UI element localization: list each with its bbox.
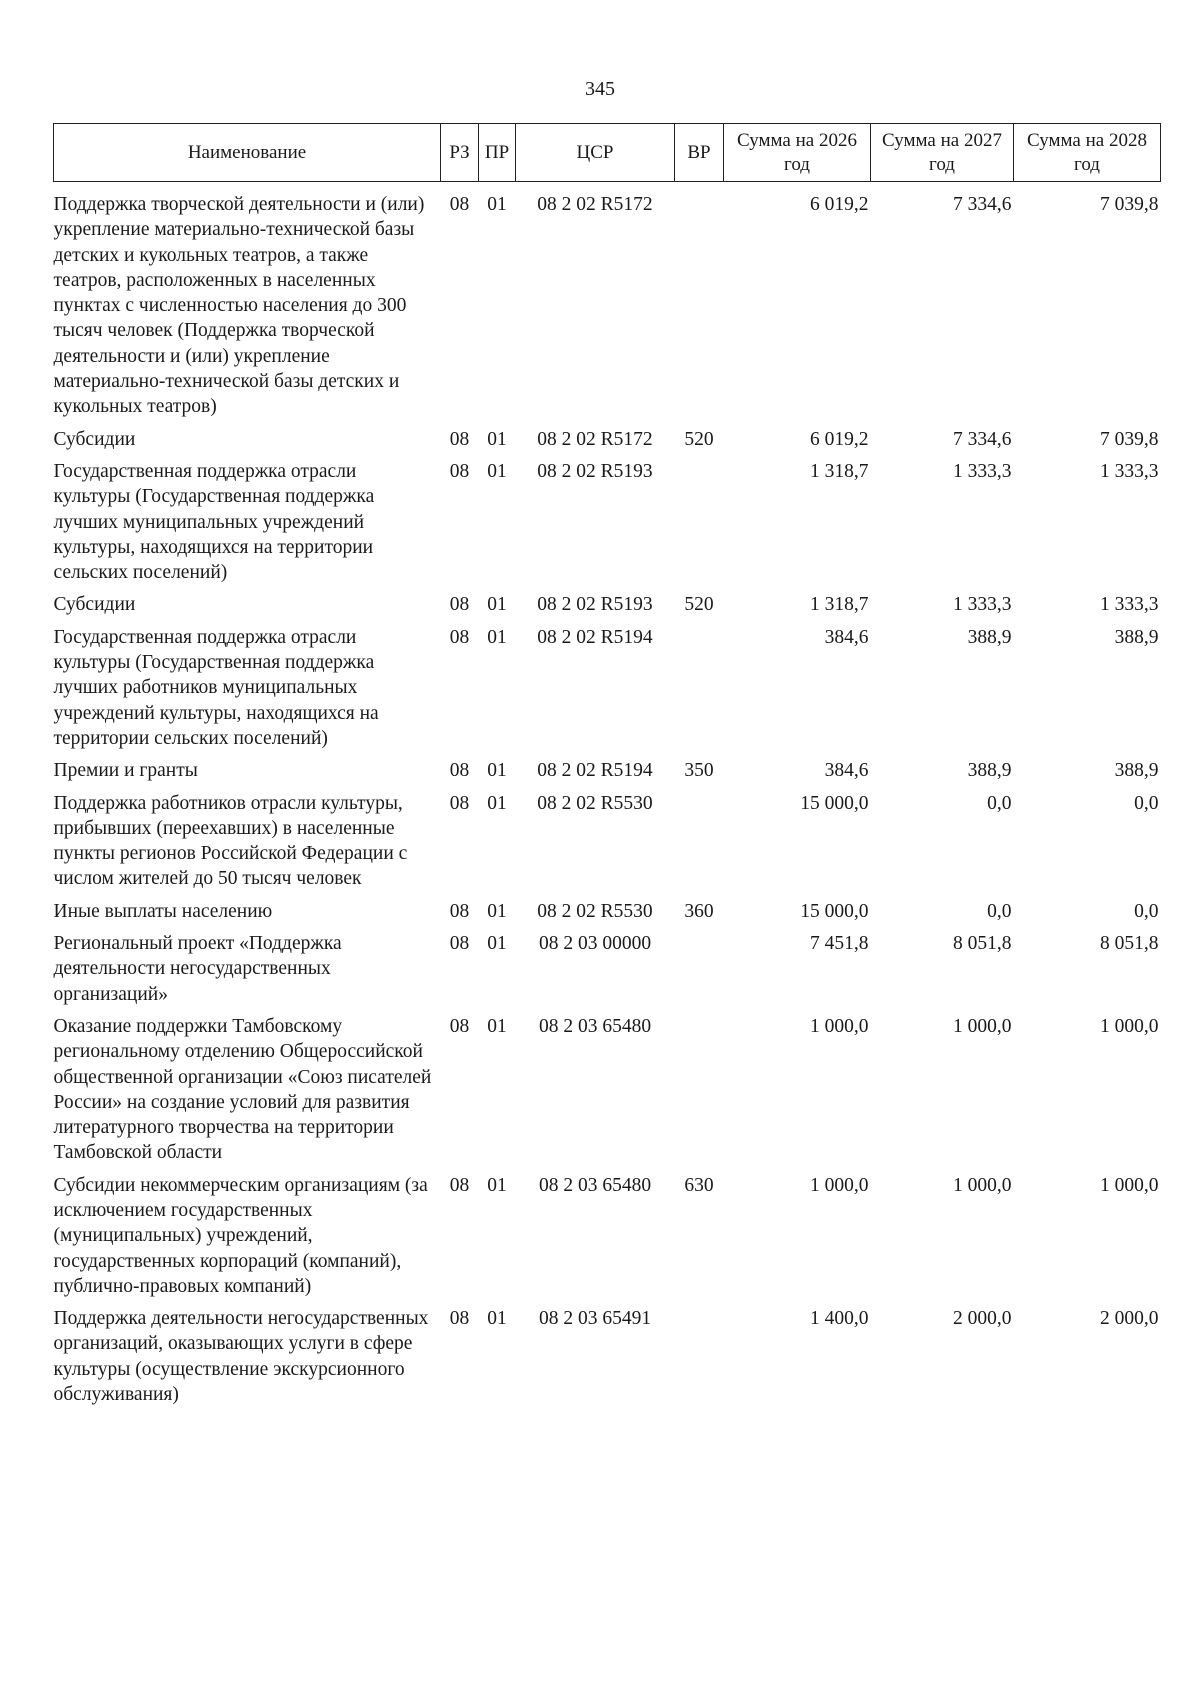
header-sum-2028: Сумма на 2028 год	[1014, 124, 1161, 182]
row-sum-2027: 7 334,6	[953, 428, 1012, 450]
row-csr: 08 2 02 R5172	[537, 194, 653, 215]
table-row	[54, 1306, 1161, 1414]
budget-table	[53, 123, 1161, 1414]
row-sum-2028: 8 051,8	[1100, 933, 1159, 955]
row-sum-2028: 7 039,8	[1100, 428, 1159, 450]
row-name: Региональный проект «Поддержка деятельности негосударственных организаций»	[53, 933, 342, 1005]
row-pr: 01	[487, 626, 507, 648]
row-sum-2026: 1 318,7	[810, 594, 869, 616]
row-sum-2027: 0,0	[987, 900, 1012, 922]
row-rz: 08	[449, 460, 470, 482]
table-row	[54, 758, 1161, 790]
header-sum-2027: Сумма на 2027 год	[871, 124, 1014, 182]
row-rz: 08	[449, 933, 470, 955]
row-pr: 01	[487, 460, 507, 482]
row-csr: 08 2 02 R5530	[537, 792, 653, 814]
row-pr: 01	[487, 792, 507, 814]
row-sum-2028: 1 000,0	[1100, 1015, 1159, 1037]
row-vr	[675, 931, 724, 1014]
header-vr: ВР	[675, 124, 724, 182]
row-rz: 08	[449, 626, 470, 648]
row-sum-2028: 1 000,0	[1100, 1174, 1159, 1196]
table-row	[54, 459, 1161, 592]
row-sum-2028: 7 039,8	[1100, 194, 1159, 215]
row-pr: 01	[487, 933, 507, 955]
row-name: Субсидии	[53, 428, 136, 450]
row-sum-2026: 1 000,0	[810, 1174, 869, 1196]
table-body	[54, 182, 1161, 1415]
table-row	[54, 931, 1161, 1014]
row-sum-2026: 384,6	[824, 760, 869, 782]
row-name: Поддержка творческой деятельности и (или) укрепление материально-технической базы детских и кукольных театров, а также театров, расположенных в населенных пунктах с численностью населения до 300 тысяч человек (Поддержка творческой деятельности и (или) укрепление материально-технической базы детских и кукольных театров)	[53, 194, 425, 418]
row-csr: 08 2 03 00000	[538, 933, 652, 955]
row-rz: 08	[449, 1174, 470, 1196]
row-pr: 01	[487, 594, 507, 616]
table-row	[54, 791, 1161, 899]
row-sum-2027: 0,0	[987, 792, 1012, 814]
row-rz: 08	[449, 1015, 470, 1037]
row-sum-2026: 384,6	[824, 626, 869, 648]
row-rz: 08	[449, 428, 470, 450]
row-csr: 08 2 03 65491	[538, 1308, 652, 1330]
row-rz: 08	[449, 792, 470, 814]
row-pr: 01	[487, 1174, 507, 1196]
row-vr	[675, 625, 724, 758]
row-csr: 08 2 02 R5194	[537, 760, 653, 782]
row-pr: 01	[487, 1308, 507, 1330]
row-vr: 630	[684, 1174, 714, 1196]
row-sum-2026: 1 400,0	[810, 1308, 869, 1330]
row-vr: 360	[684, 900, 714, 922]
row-pr: 01	[487, 760, 507, 782]
row-sum-2028: 1 333,3	[1100, 594, 1159, 616]
header-rz: РЗ	[441, 124, 479, 182]
row-vr: 520	[684, 428, 714, 450]
table-row	[54, 427, 1161, 459]
row-csr: 08 2 02 R5172	[537, 428, 653, 450]
row-vr	[675, 1306, 724, 1414]
row-rz: 08	[449, 900, 470, 922]
row-rz: 08	[449, 194, 470, 215]
row-sum-2028: 388,9	[1114, 760, 1159, 782]
row-csr: 08 2 02 R5530	[537, 900, 653, 922]
row-name: Государственная поддержка отрасли культуры (Государственная поддержка лучших муниципальных учреждений культуры, находящихся на территории сельских поселений)	[53, 460, 375, 584]
row-sum-2027: 388,9	[967, 626, 1012, 648]
row-rz: 08	[449, 1308, 470, 1330]
budget-table-container	[53, 123, 1160, 1414]
row-name: Государственная поддержка отрасли культуры (Государственная поддержка лучших работников муниципальных учреждений культуры, находящихся на территории сельских поселений)	[53, 626, 379, 749]
table-row	[54, 1173, 1161, 1306]
row-sum-2027: 1 000,0	[953, 1015, 1012, 1037]
row-vr	[675, 182, 724, 427]
row-pr: 01	[487, 900, 507, 922]
row-sum-2026: 15 000,0	[800, 792, 869, 814]
row-vr	[675, 459, 724, 592]
header-pr: ПР	[479, 124, 516, 182]
row-sum-2027: 7 334,6	[953, 194, 1012, 215]
row-name: Оказание поддержки Тамбовскому региональному отделению Общероссийской общественной организации «Союз писателей России» на создание условий для развития литературного творчества на территории Тамбовской области	[53, 1015, 432, 1164]
row-sum-2027: 388,9	[967, 760, 1012, 782]
row-sum-2027: 1 333,3	[953, 460, 1012, 482]
row-vr: 520	[684, 594, 714, 616]
row-sum-2026: 7 451,8	[810, 933, 869, 955]
row-name: Премии и гранты	[53, 760, 198, 782]
row-sum-2028: 2 000,0	[1100, 1308, 1159, 1330]
row-name: Поддержка работников отрасли культуры, прибывших (переехавших) в населенные пункты регионов Российской Федерации с числом жителей до 50 тысяч человек	[53, 792, 408, 890]
row-sum-2026: 1 000,0	[810, 1015, 869, 1037]
row-sum-2028: 1 333,3	[1100, 460, 1159, 482]
row-sum-2027: 2 000,0	[953, 1308, 1012, 1330]
header-csr: ЦСР	[516, 124, 675, 182]
row-csr: 08 2 02 R5194	[537, 626, 653, 648]
row-name: Субсидии	[53, 594, 136, 616]
row-sum-2026: 6 019,2	[810, 428, 869, 450]
table-row	[54, 1014, 1161, 1173]
table-row	[54, 592, 1161, 624]
row-pr: 01	[487, 194, 507, 215]
row-name: Поддержка деятельности негосударственных организаций, оказывающих услуги в сфере культуры (осуществление экскурсионного обслуживания)	[53, 1308, 429, 1406]
row-sum-2027: 1 000,0	[953, 1174, 1012, 1196]
header-sum-2026: Сумма на 2026 год	[724, 124, 871, 182]
row-csr: 08 2 03 65480	[538, 1015, 652, 1037]
row-sum-2028: 0,0	[1134, 900, 1159, 922]
row-csr: 08 2 02 R5193	[537, 594, 653, 616]
row-csr: 08 2 02 R5193	[537, 460, 653, 482]
table-row	[54, 625, 1161, 758]
row-name: Иные выплаты населению	[53, 900, 273, 922]
row-sum-2027: 1 333,3	[953, 594, 1012, 616]
row-sum-2028: 0,0	[1134, 792, 1159, 814]
row-vr	[675, 1014, 724, 1173]
row-sum-2027: 8 051,8	[953, 933, 1012, 955]
row-sum-2028: 388,9	[1114, 626, 1159, 648]
row-sum-2026: 15 000,0	[800, 900, 869, 922]
row-pr: 01	[487, 428, 507, 450]
header-name: Наименование	[54, 124, 441, 182]
table-header	[54, 124, 1161, 182]
table-row	[54, 182, 1161, 427]
row-rz: 08	[449, 760, 470, 782]
row-name: Субсидии некоммерческим организациям (за исключением государственных (муниципальных) учреждений, государственных корпораций (компаний), публично-правовых компаний)	[53, 1174, 428, 1297]
row-csr: 08 2 03 65480	[538, 1174, 652, 1196]
row-rz: 08	[449, 594, 470, 616]
row-sum-2026: 6 019,2	[810, 194, 869, 215]
row-pr: 01	[487, 1015, 507, 1037]
table-row	[54, 899, 1161, 931]
page-number: 345	[585, 78, 615, 100]
row-vr: 350	[684, 760, 714, 782]
row-vr	[675, 791, 724, 899]
row-sum-2026: 1 318,7	[810, 460, 869, 482]
